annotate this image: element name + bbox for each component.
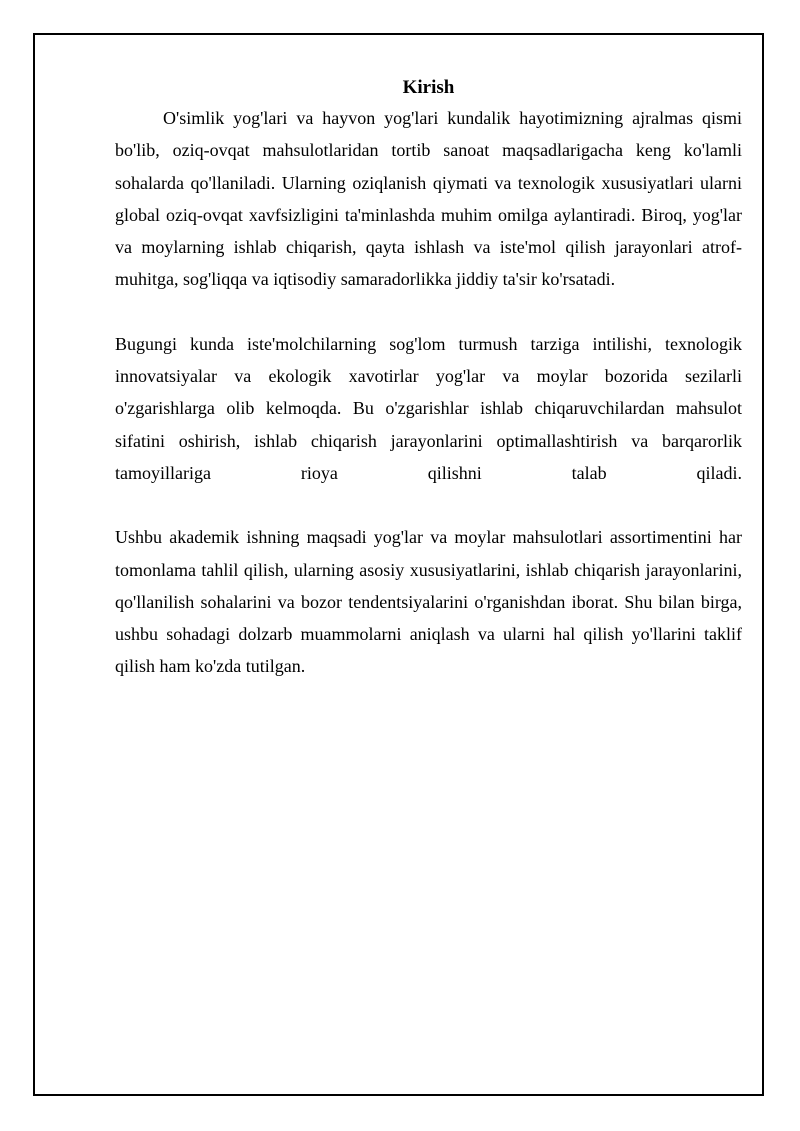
paragraph-intro: O'simlik yog'lari va hayvon yog'lari kundalik hayotimizning ajralmas qismi bo'lib, oziq-ovqat mahsulotlaridan tortib sanoat maqsadlarigacha keng ko'lamli sohalarda qo'llaniladi. Ularning oziqlanish qiymati va texnologik xususiyatlari ularni global oziq-ovqat xavfsizligini ta'minlashda muhim omilga aylantiradi. Biroq, yog'lar va moylarning ishlab chiqarish, qayta ishlash va iste'mol qilish jarayonlari atrof-muhitga, sog'liqqa va iqtisodiy samaradorlikka jiddiy ta'sir ko'rsatadi. [115,108,742,290]
paragraph-aim: Ushbu akademik ishning maqsadi yog'lar va moylar mahsulotlari assortimentini har tomonlama tahlil qilish, ularning asosiy xususiyatlarini, ishlab chiqarish jarayonlarini, qo'llanilish sohalarini va bozor tendentsiyalarini o'rganishdan iborat. Shu bilan birga, ushbu sohadagi dolzarb muammolarni aniqlash va ularni hal qilish yo'llarini taklif qilish ham ko'zda tutilgan. [115,527,742,677]
paragraph-gap [115,296,742,328]
paragraph-trends: Bugungi kunda iste'molchilarning sog'lom turmush tarziga intilishi, texnologik innovatsiyalar va ekologik xavotirlar yog'lar va moylar bozorida sezilarli o'zgarishlarga olib kelmoqda. Bu o'zgarishlar ishlab chiqaruvchilardan mahsulot sifatini oshirish, ishlab chiqarish jarayonlarini optimallashtirish va barqarorlik tamoyillariga rioya qilishni talab qiladi. [115,333,742,483]
document-title: Kirish [402,77,455,98]
paragraph-gap [115,489,742,521]
document-body [115,74,742,683]
